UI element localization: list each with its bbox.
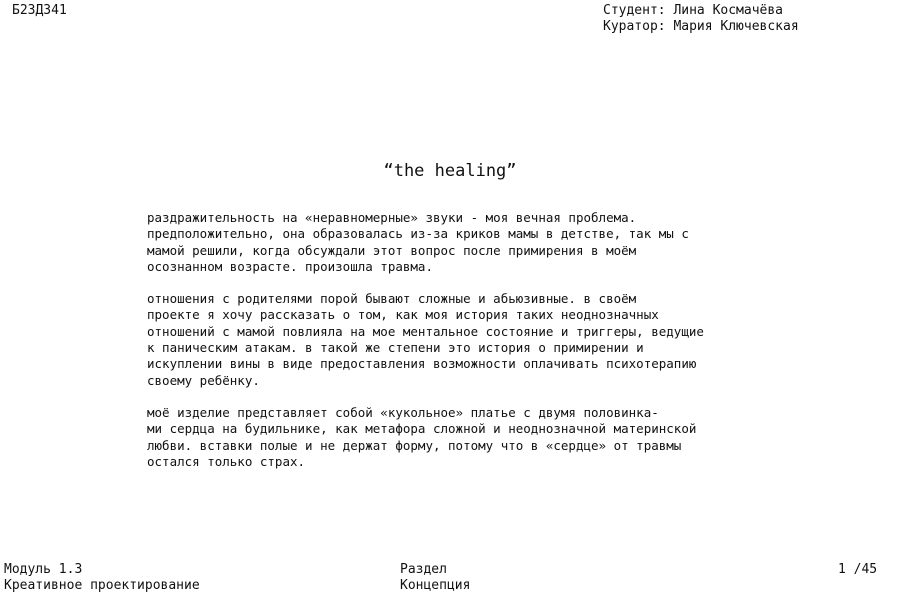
student-name: Студент: Лина Космачёва bbox=[603, 3, 784, 18]
section-info bbox=[400, 562, 470, 594]
paragraph-1 bbox=[147, 210, 767, 275]
paragraph-2 bbox=[147, 291, 767, 389]
module-number: Модуль 1.3 bbox=[4, 562, 83, 577]
text-line: предположительно, она образовалась из-за криков мамы в детстве, так мы с bbox=[147, 226, 689, 242]
text-line: мамой решили, когда обсуждали этот вопрос после примирения в моём bbox=[147, 242, 637, 258]
curator-name: Куратор: Мария Ключевская bbox=[603, 19, 799, 34]
page-title: “the healing” bbox=[383, 161, 517, 181]
text-line: своему ребёнку. bbox=[147, 372, 260, 388]
text-line: осознанном возрасте. произошла травма. bbox=[147, 258, 433, 274]
text-line: отношений с мамой повлияла на мое ментальное состояние и триггеры, ведущие bbox=[147, 323, 704, 339]
module-info bbox=[4, 562, 200, 594]
concept-text bbox=[147, 210, 767, 486]
text-line: остался только страх. bbox=[147, 453, 306, 469]
module-name: Креативное проектирование bbox=[4, 578, 200, 593]
text-line: отношения с родителями порой бывают сложные и абьюзивные. в своём bbox=[147, 291, 637, 307]
page-number: 1 /45 bbox=[838, 562, 878, 577]
text-line: искуплении вины в виде предоставления возможности оплачивать психотерапию bbox=[147, 356, 697, 372]
section-label: Раздел bbox=[400, 562, 447, 577]
paragraph-3 bbox=[147, 405, 767, 470]
text-line: проекте я хочу рассказать о том, как моя история таких неоднозначных bbox=[147, 307, 659, 323]
text-line: любви. вставки полые и не держат форму, потому что в «сердце» от травмы bbox=[147, 437, 682, 453]
text-line: к паническим атакам. в такой же степени это история о примирении и bbox=[147, 340, 644, 356]
course-code: Б23Д341 bbox=[12, 3, 67, 18]
text-line: раздражительность на «неравномерные» звуки - моя вечная проблема. bbox=[147, 210, 637, 225]
author-block bbox=[603, 3, 799, 35]
section-name: Концепция bbox=[400, 578, 471, 593]
text-line: ми сердца на будильнике, как метафора сложной и неоднозначной материнской bbox=[147, 421, 697, 437]
text-line: моё изделие представляет собой «кукольное» платье с двумя половинка- bbox=[147, 404, 659, 420]
